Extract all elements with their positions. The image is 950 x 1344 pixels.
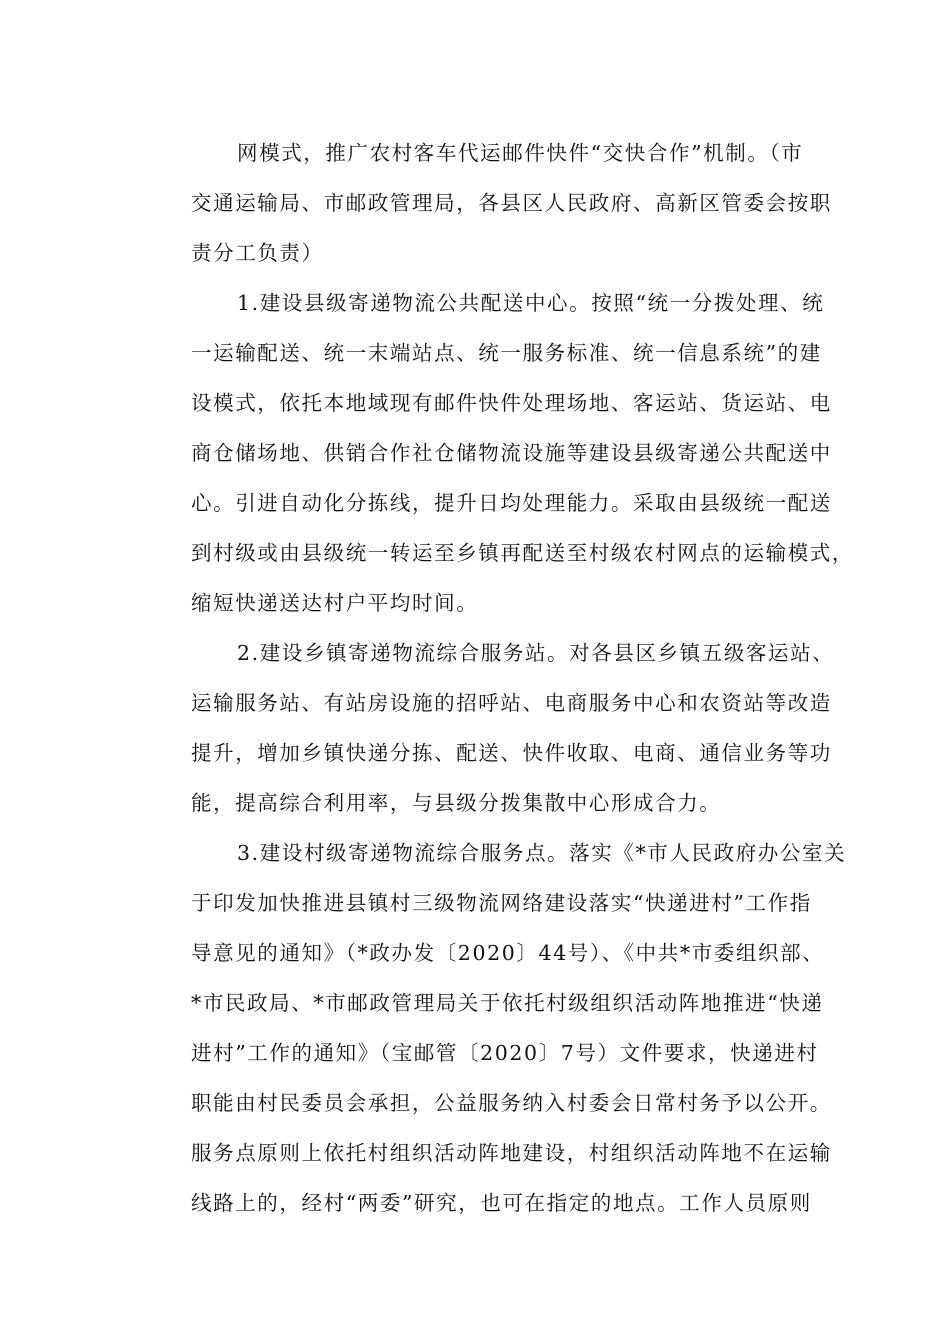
- paragraph-county-center: [145, 278, 854, 628]
- text-line: 3.建设村级寄递物流综合服务点。落实《*市人民政府办公室关: [237, 841, 847, 865]
- paragraph-delivery-cooperation: [145, 128, 832, 278]
- paragraph-village-point: [145, 828, 847, 1228]
- text-line: *市民政局、*市邮政管理局关于依托村级组织活动阵地推进“快递: [191, 991, 824, 1015]
- text-line: 1.建设县级寄递物流公共配送中心。按照“统一分拨处理、统: [237, 291, 825, 315]
- text-line: 网模式，推广农村客车代运邮件快件“交快合作”机制。（市: [237, 141, 804, 165]
- paragraph-township-station: [145, 628, 835, 828]
- text-line: 线路上的，经村“两委”研究，也可在指定的地点。工作人员原则: [191, 1191, 812, 1215]
- text-line: 提升，增加乡镇快递分拣、配送、快件收取、电商、通信业务等功: [191, 741, 832, 765]
- text-line: 设模式，依托本地域现有邮件快件处理场地、客运站、货运站、电: [191, 391, 832, 415]
- text-line: 能，提高综合利用率，与县级分拨集散中心形成合力。: [191, 791, 722, 815]
- text-line: 心。引进自动化分拣线，提升日均处理能力。采取由县级统一配送: [191, 491, 832, 515]
- document-body: [145, 128, 854, 1228]
- text-line: 2.建设乡镇寄递物流综合服务站。对各县区乡镇五级客运站、: [237, 641, 835, 665]
- text-line: 责分工负责）: [191, 241, 324, 265]
- text-line: 到村级或由县级统一转运至乡镇再配送至村级农村网点的运输模式，: [191, 541, 854, 565]
- text-line: 服务点原则上依托村组织活动阵地建设，村组织活动阵地不在运输: [191, 1141, 832, 1165]
- text-line: 导意见的通知》（*政办发〔2020〕44号）、《中共*市委组织部、: [191, 941, 825, 965]
- text-line: 缩短快递送达村户平均时间。: [191, 591, 479, 615]
- text-line: 进村”工作的通知》（宝邮管〔2020〕7号）文件要求，快递进村: [191, 1041, 819, 1065]
- text-line: 于印发加快推进县镇村三级物流网络建设落实“快递进村”工作指: [191, 891, 812, 915]
- text-line: 商仓储场地、供销合作社仓储物流设施等建设县级寄递公共配送中: [191, 441, 832, 465]
- text-line: 一运输配送、统一末端站点、统一服务标准、统一信息系统”的建: [191, 341, 822, 365]
- text-line: 职能由村民委员会承担，公益服务纳入村委会日常村务予以公开。: [191, 1091, 832, 1115]
- text-line: 交通运输局、市邮政管理局，各县区人民政府、高新区管委会按职: [191, 191, 832, 215]
- text-line: 运输服务站、有站房设施的招呼站、电商服务中心和农资站等改造: [191, 691, 832, 715]
